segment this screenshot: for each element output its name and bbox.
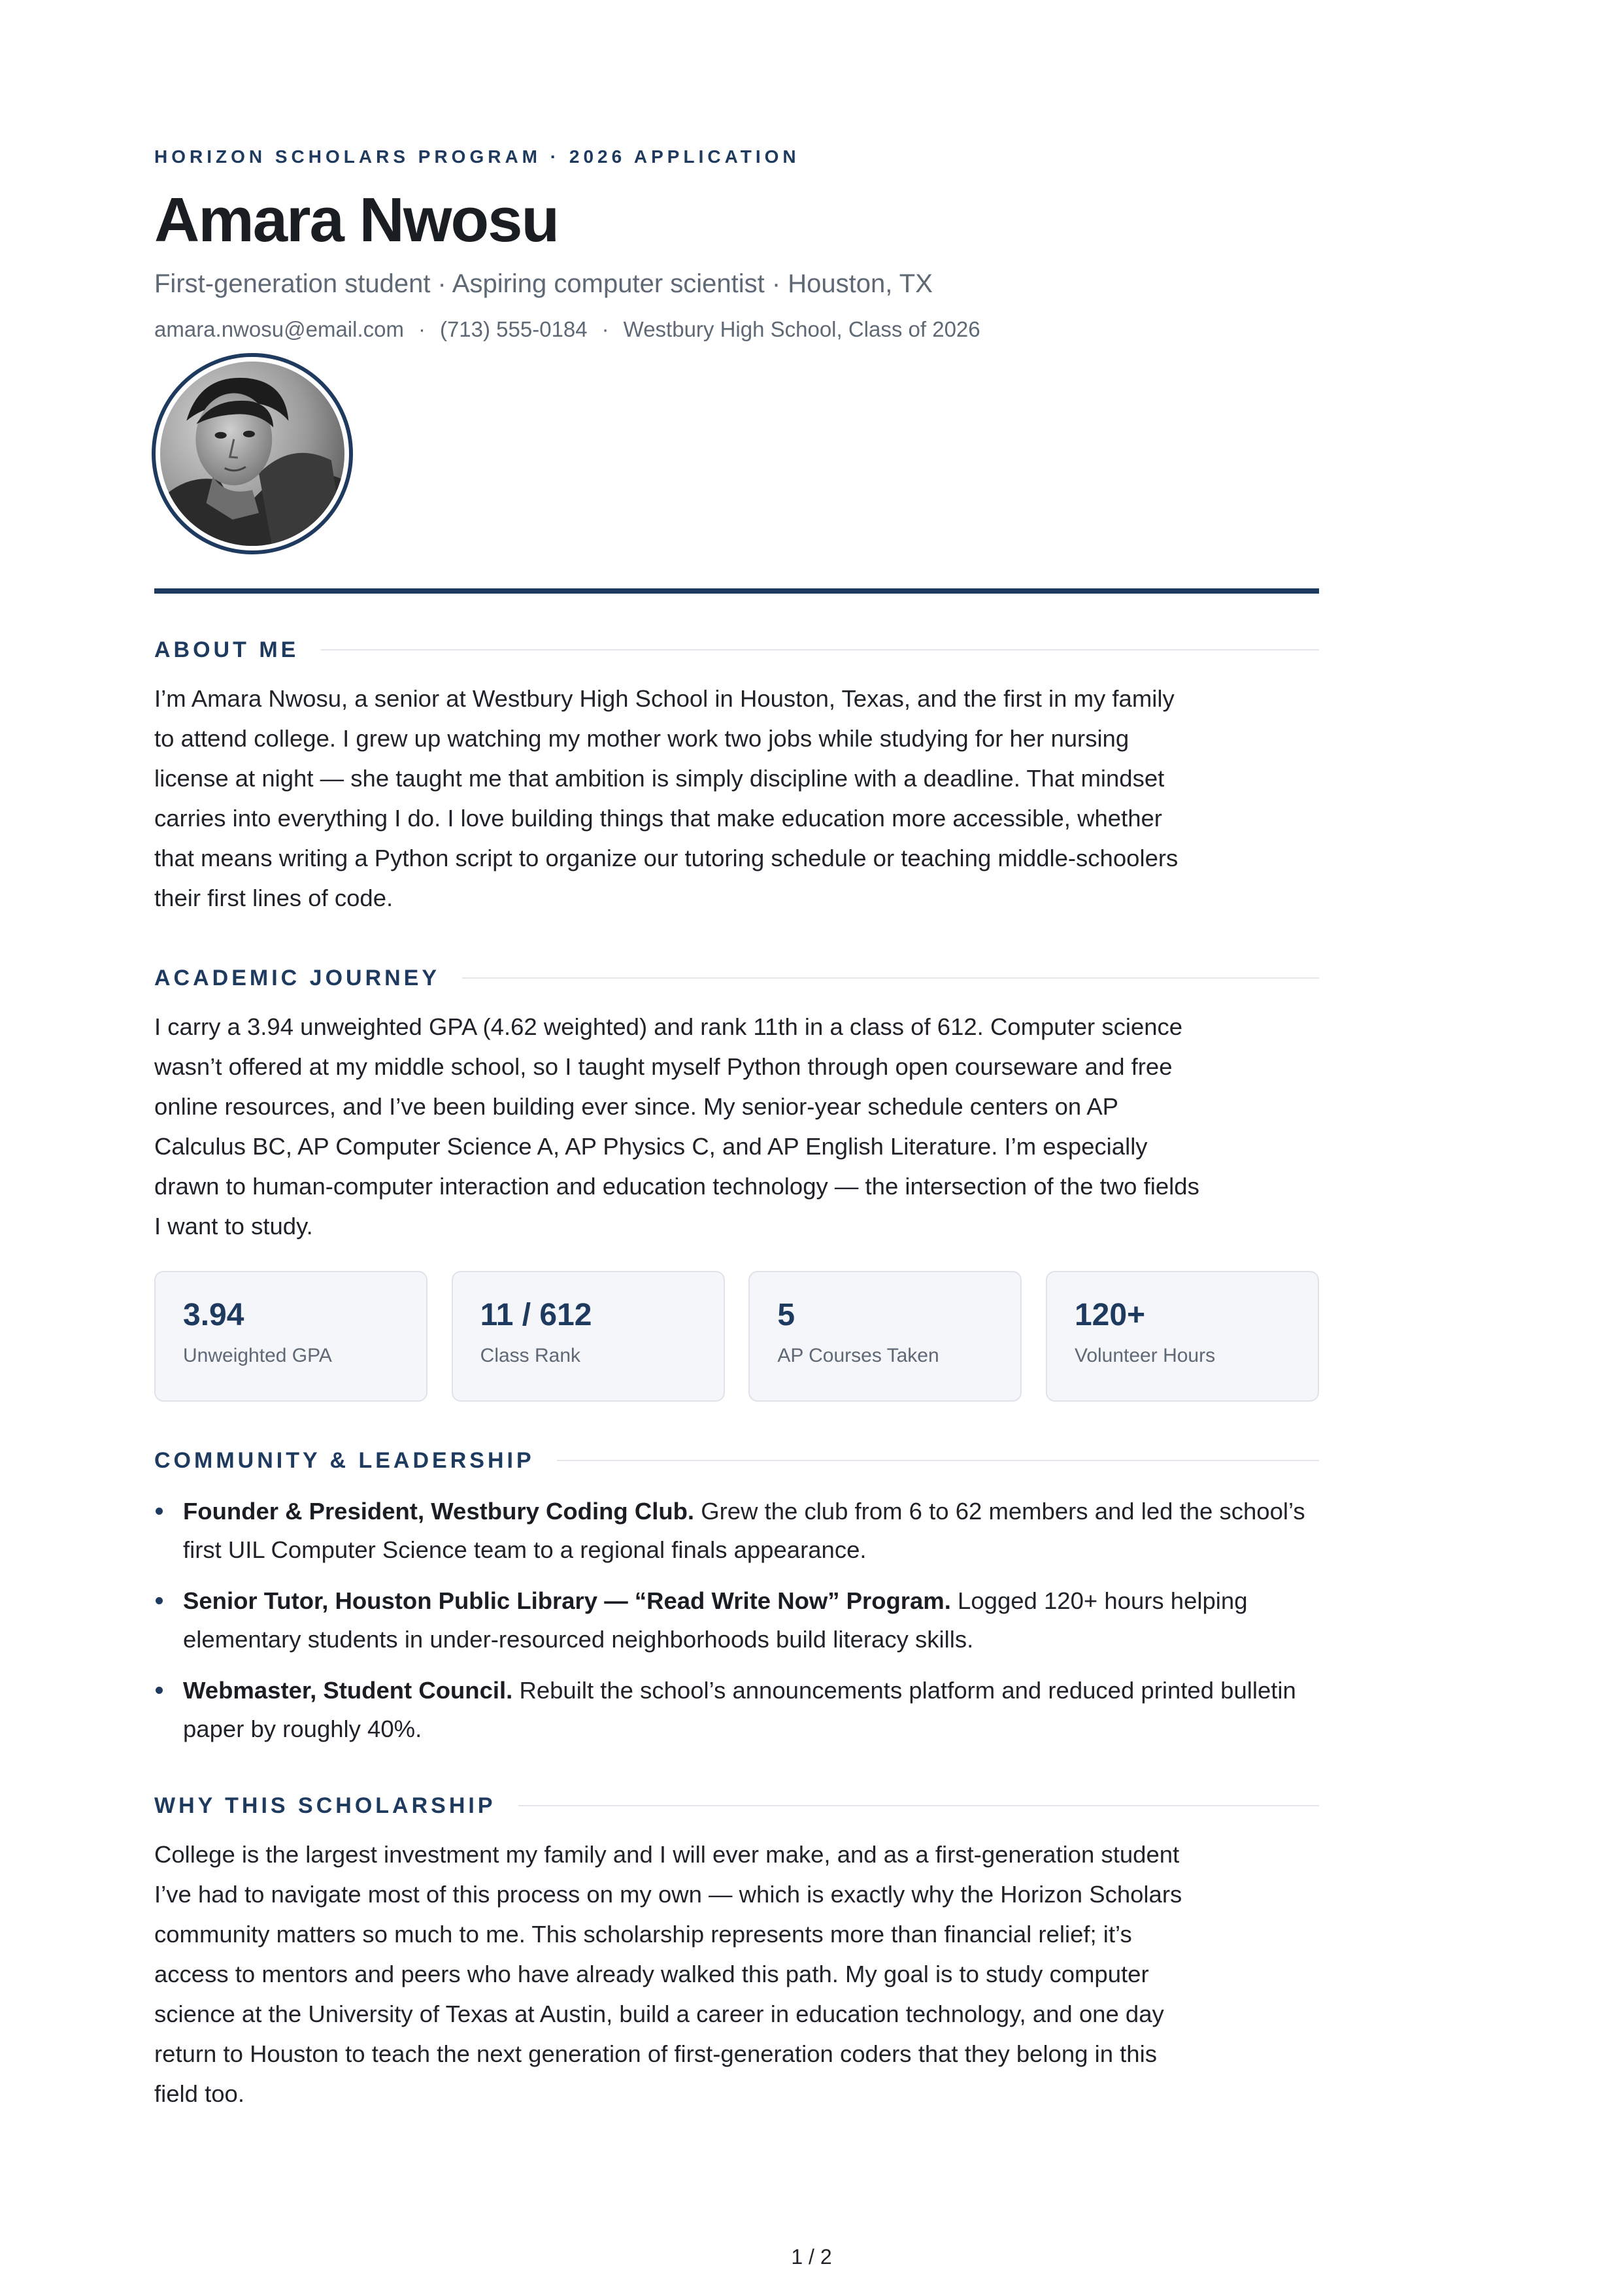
section-rule [557, 1460, 1319, 1461]
stat-label: Unweighted GPA [183, 1345, 332, 1366]
stat-label: Volunteer Hours [1074, 1345, 1216, 1366]
section-header-about [154, 635, 1319, 664]
role-title: Webmaster, Student Council. [183, 1677, 513, 1704]
contact-separator: · [601, 317, 609, 341]
application-page [154, 145, 1319, 2114]
stat-value: 3.94 [183, 1298, 244, 1332]
stat-card [154, 1271, 427, 1402]
program-eyebrow: HORIZON SCHOLARS PROGRAM · 2026 APPLICATION [154, 146, 800, 167]
role-description: Grew the club from 6 to 62 members and led the school’s first UIL Computer Science team to a regional finals appearance. [183, 1498, 1305, 1563]
bullet-dot [156, 1687, 163, 1694]
stat-value: 5 [777, 1298, 795, 1332]
list-item [154, 1581, 1320, 1659]
bullet-dot [156, 1508, 163, 1515]
stats-row [154, 1271, 1319, 1402]
why-paragraph: College is the largest investment my family and I will ever make, and as a first-generation student I’ve had to navigate most of this process on my own — which is exactly why the Horizon Scholars community matters so much to me. This scholarship represents more than financial relief; it’s access to mentors and peers who have already walked this path. My goal is to study computer science at the University of Texas at Austin, build a career in education technology, and one day return to Houston to teach the next generation of first-generation coders that they belong in this field too. [154, 1841, 1182, 2107]
bullet-dot [156, 1597, 163, 1604]
leadership-list [154, 1492, 1319, 1748]
stat-value: 120+ [1074, 1298, 1146, 1332]
section-title: ABOUT ME [154, 637, 299, 662]
role-description: Logged 120+ hours helping elementary students in under-resourced neighborhoods build literacy skills. [183, 1587, 1248, 1653]
section-rule [321, 649, 1319, 650]
about-paragraph: I’m Amara Nwosu, a senior at Westbury High School in Houston, Texas, and the first in my family to attend college. I grew up watching my mother work two jobs while studying for her nursing license at night — she taught me that ambition is simply discipline with a deadline. That mindset carries into everything I do. I love building things that make education more accessible, whether that means writing a Python script to organize our tutoring schedule or teaching middle-schoolers their first lines of code. [154, 685, 1179, 911]
contact-line [154, 315, 1319, 344]
contact-school: Westbury High School, Class of 2026 [623, 317, 980, 341]
section-header-community [154, 1446, 1319, 1475]
contact-phone: (713) 555-0184 [439, 317, 588, 341]
list-item [154, 1671, 1320, 1748]
list-item [154, 1492, 1320, 1569]
header-divider [154, 588, 1319, 594]
stat-label: AP Courses Taken [777, 1345, 939, 1366]
portrait-image [160, 362, 344, 546]
section-title: WHY THIS SCHOLARSHIP [154, 1793, 496, 1818]
section-title: ACADEMIC JOURNEY [154, 966, 441, 990]
section-rule [462, 977, 1319, 979]
role-description: Rebuilt the school’s announcements platform and reduced printed bulletin paper by roughly 40%. [183, 1677, 1296, 1742]
academic-paragraph: I carry a 3.94 unweighted GPA (4.62 weighted) and rank 11th in a class of 612. Computer science wasn’t offered at my middle school, so I taught myself Python through open courseware and free online resources, and I’ve been building ever since. My senior-year schedule centers on AP Calculus BC, AP Computer Science A, AP Physics C, and AP English Literature. I’m especially drawn to human-computer interaction and education technology — the intersection of the two fields I want to study. [154, 1013, 1199, 1240]
contact-separator: · [418, 317, 426, 341]
stat-card [1046, 1271, 1319, 1402]
stat-card [748, 1271, 1022, 1402]
stat-value: 11 / 612 [480, 1298, 592, 1332]
page-number: 1 / 2 [791, 2245, 832, 2269]
applicant-photo [152, 353, 353, 554]
section-header-why [154, 1791, 1319, 1820]
contact-email: amara.nwosu@email.com [154, 317, 404, 341]
applicant-name: Amara Nwosu [154, 185, 559, 255]
section-header-academic [154, 964, 1319, 992]
stat-card [452, 1271, 725, 1402]
section-title: COMMUNITY & LEADERSHIP [154, 1448, 535, 1473]
role-title: Senior Tutor, Houston Public Library — “Read Write Now” Program. [183, 1587, 951, 1614]
stat-label: Class Rank [480, 1345, 581, 1366]
section-rule [518, 1805, 1319, 1806]
applicant-tagline: First-generation student · Aspiring computer scientist · Houston, TX [154, 269, 933, 298]
role-title: Founder & President, Westbury Coding Club. [183, 1498, 695, 1525]
